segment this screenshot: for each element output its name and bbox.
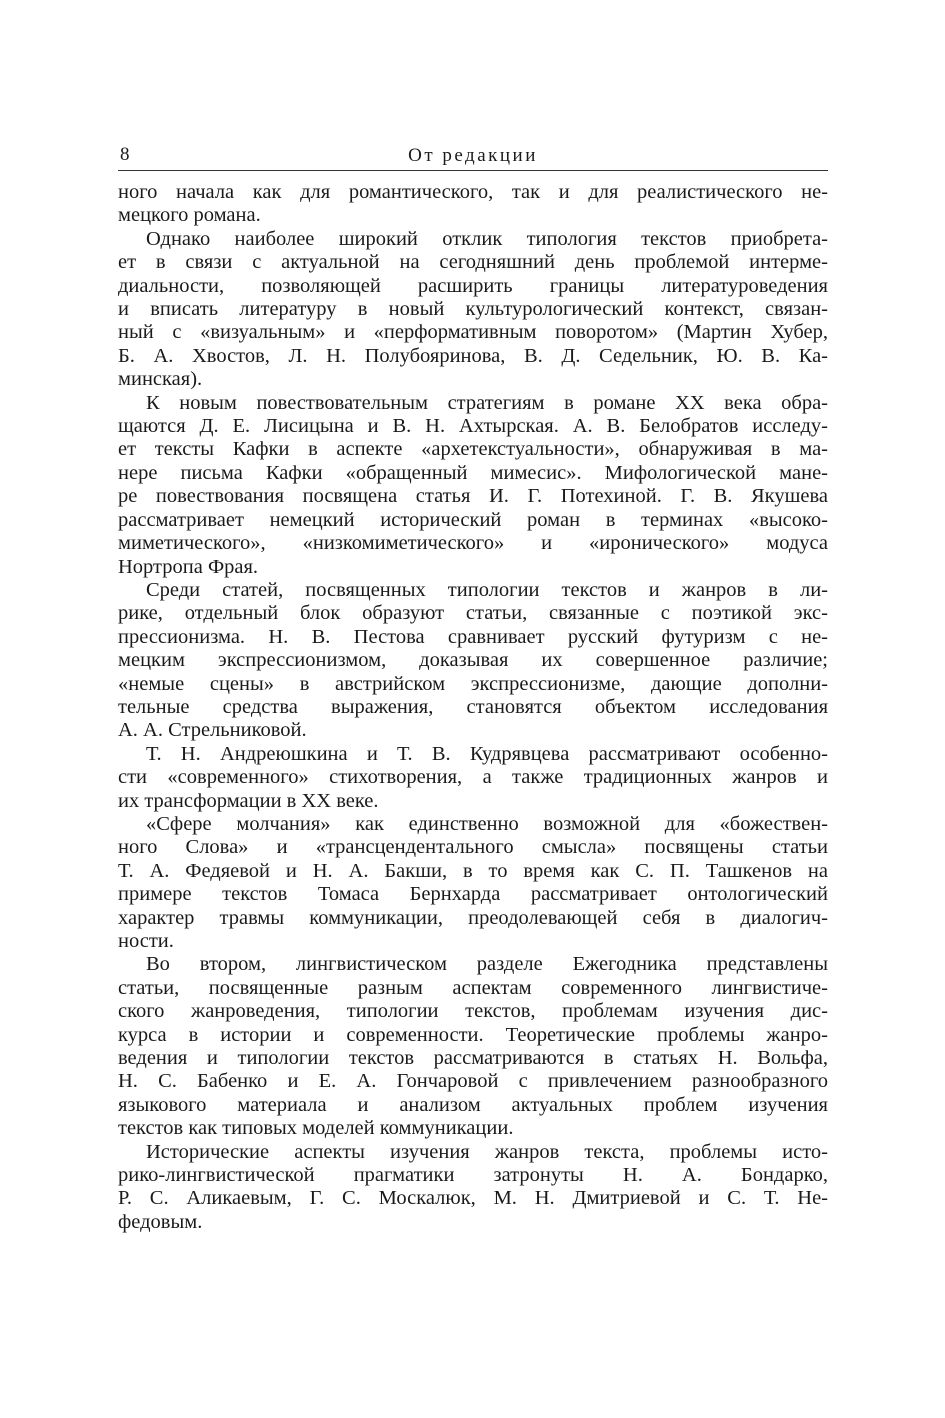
text-line: Р. С. Аликаевым, Г. С. Москалюк, М. Н. Дмитриевой и С. Т. Не- <box>118 1187 828 1210</box>
paragraph <box>118 228 828 392</box>
text-line: их трансформации в XX веке. <box>118 789 379 812</box>
paragraph <box>118 181 828 228</box>
text-line: ет тексты Кафки в аспекте «архетекстуальности», обнаруживая в ма- <box>118 438 828 461</box>
text-line: текстов как типовых моделей коммуникации. <box>118 1117 514 1140</box>
text-line: мецкого романа. <box>118 204 261 227</box>
text-line: Однако наиболее широкий отклик типология текстов приобрета- <box>146 227 828 250</box>
paragraph <box>118 953 828 1140</box>
section-title: От редакции <box>408 145 538 166</box>
text-line: нере письма Кафки «обращенный мимесис». Мифологической мане- <box>118 461 828 484</box>
text-line: «Сфере молчания» как единственно возможной для «божествен- <box>146 812 828 835</box>
text-line: мецким экспрессионизмом, доказывая их совершенное различие; <box>118 649 828 672</box>
text-line: минская). <box>118 368 203 391</box>
text-line: ного Слова» и «трансцендентального смысла» посвящены статьи <box>118 836 828 859</box>
text-line: Исторические аспекты изучения жанров текста, проблемы исто- <box>146 1140 828 1163</box>
text-line: ного начала как для романтического, так и для реалистического не- <box>118 181 828 203</box>
text-line: Во втором, лингвистическом разделе Ежегодника представлены <box>146 953 828 976</box>
paragraph <box>118 743 828 813</box>
text-line: статьи, посвященные разным аспектам современного лингвистиче- <box>118 976 828 999</box>
text-line: Нортропа Фрая. <box>118 555 259 578</box>
text-line: диальности, позволяющей расширить границы литературоведения <box>118 274 828 297</box>
text-line: ре повествования посвящена статья И. Г. Потехиной. Г. В. Якушева <box>118 485 828 508</box>
text-line: языкового материала и анализом актуальных проблем изучения <box>118 1093 828 1116</box>
paragraph <box>118 392 828 579</box>
page-number: 8 <box>120 144 130 165</box>
text-line: ского жанроведения, типологии текстов, проблемам изучения дис- <box>118 1000 828 1023</box>
paragraph <box>118 579 828 743</box>
text-line: рико-лингвистической прагматики затронуты Н. А. Бондарко, <box>118 1164 828 1187</box>
text-line: сти «современного» стихотворения, а также традиционных жанров и <box>118 766 828 789</box>
text-line: тельные средства выражения, становятся объектом исследования <box>118 695 828 718</box>
text-line: ности. <box>118 930 174 952</box>
paragraph <box>118 813 828 953</box>
text-line: Н. С. Бабенко и Е. А. Гончаровой с привлечением разнообразного <box>118 1070 828 1093</box>
text-line: К новым повествовательным стратегиям в романе XX века обра- <box>146 391 828 414</box>
text-line: ведения и типологии текстов рассматриваются в статьях Н. Вольфа, <box>118 1047 828 1070</box>
text-line: Т. А. Федяевой и Н. А. Бакши, в то время как С. П. Ташкенов на <box>118 859 828 882</box>
text-line: «немые сцены» в австрийском экспрессионизме, дающие дополни- <box>118 672 828 695</box>
text-line: курса в истории и современности. Теоретические проблемы жанро- <box>118 1023 828 1046</box>
text-line: и вписать литературу в новый культурологический контекст, связан- <box>118 298 828 321</box>
text-line: рассматривает немецкий исторический роман в терминах «высоко- <box>118 508 828 531</box>
text-line: Б. А. Хвостов, Л. Н. Полубояринова, В. Д. Седельник, Ю. В. Ка- <box>118 344 828 367</box>
text-line: примере текстов Томаса Бернхарда рассматривает онтологический <box>118 883 828 906</box>
text-line: прессионизма. Н. В. Пестова сравнивает русский футуризм с не- <box>118 625 828 648</box>
running-head <box>118 140 828 171</box>
text-line: рике, отдельный блок образуют статьи, связанные с поэтикой экс- <box>118 602 828 625</box>
text-line: федовым. <box>118 1210 203 1233</box>
text-line: Т. Н. Андреюшкина и Т. В. Кудрявцева рассматривают особенно- <box>146 742 828 765</box>
text-line: миметического», «низкомиметического» и «иронического» модуса <box>118 532 828 555</box>
text-line: щаются Д. Е. Лисицына и В. Н. Ахтырская. А. В. Белобратов исследу- <box>118 415 828 438</box>
body-text <box>118 181 828 1234</box>
text-line: характер травмы коммуникации, преодолевающей себя в диалогич- <box>118 906 828 929</box>
text-line: Среди статей, посвященных типологии текстов и жанров в ли- <box>146 578 828 601</box>
page <box>118 140 828 1234</box>
text-line: ет в связи с актуальной на сегодняшний день проблемой интерме- <box>118 251 828 274</box>
text-line: ный с «визуальным» и «перформативным поворотом» (Мартин Хубер, <box>118 321 828 344</box>
paragraph <box>118 1141 828 1235</box>
text-line: А. А. Стрельниковой. <box>118 719 307 742</box>
